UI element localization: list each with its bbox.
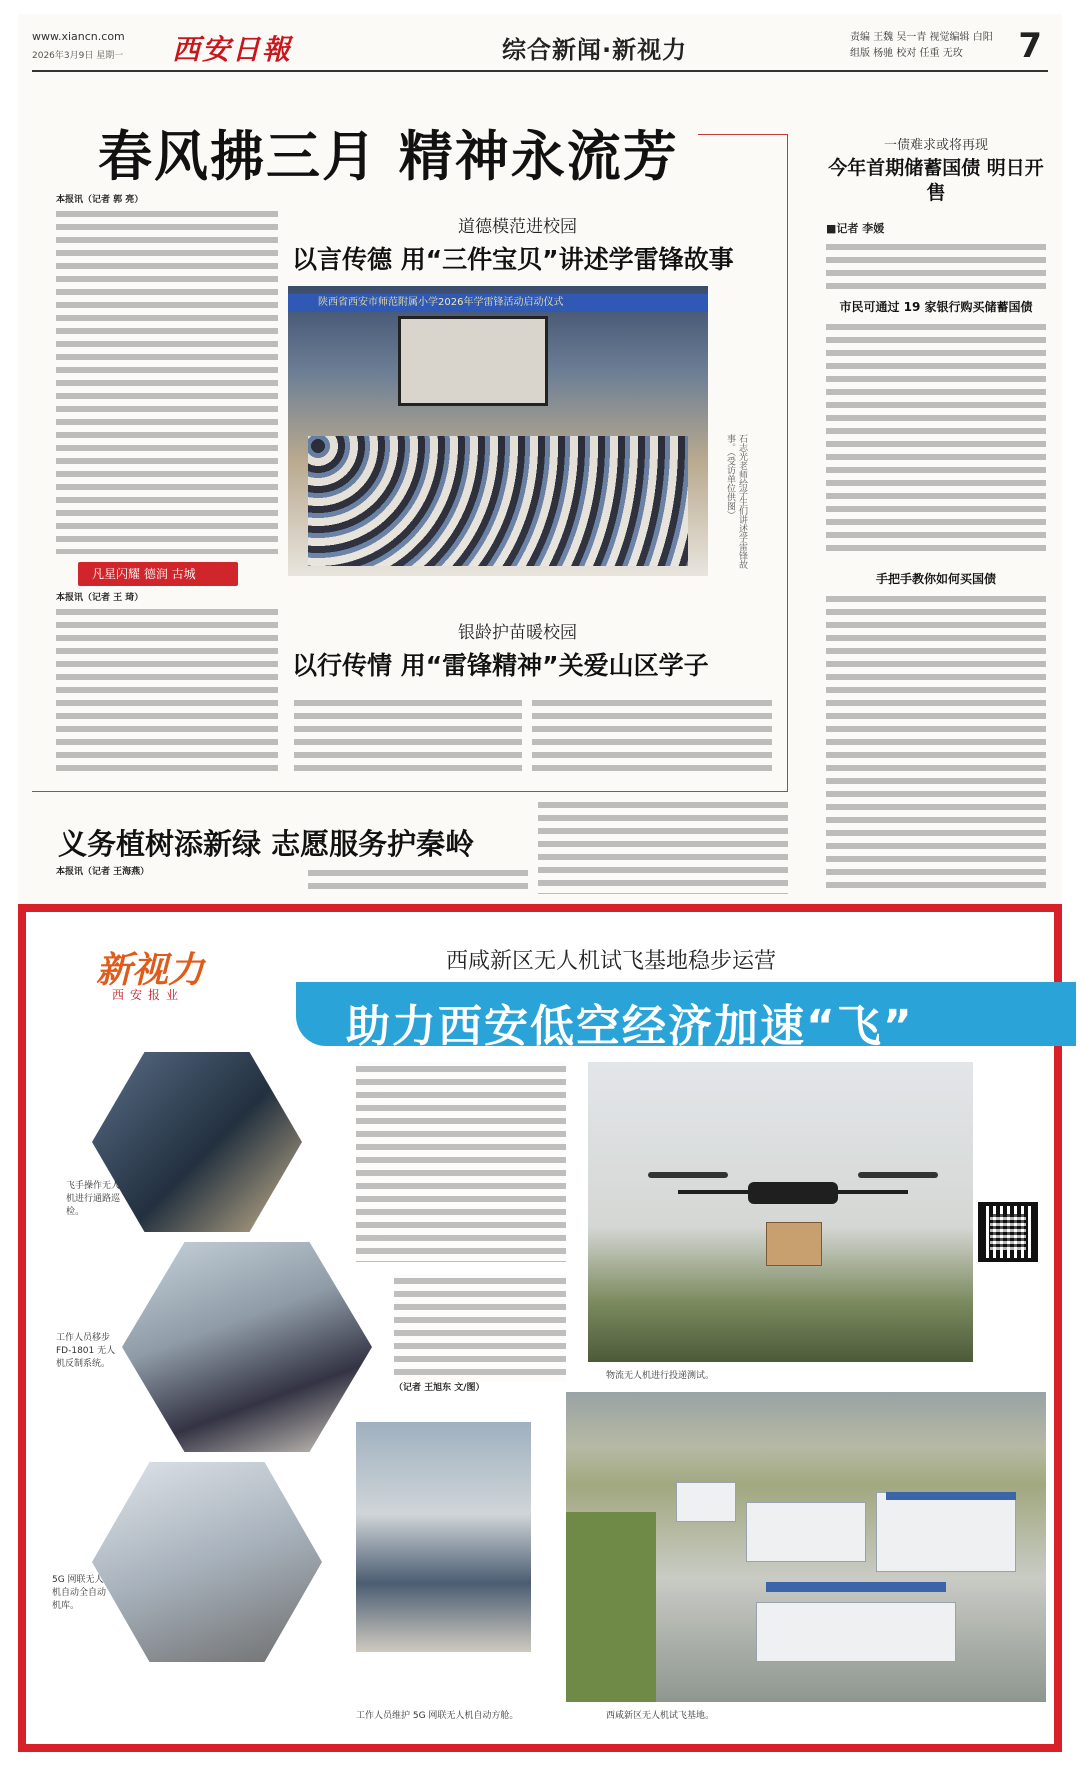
column-badge: 凡星闪耀 德润 古城 [78, 562, 238, 586]
section2-column-left [56, 592, 278, 777]
frame-rule-vertical [787, 134, 788, 162]
drone-propeller [858, 1172, 938, 1178]
feature-box [18, 904, 1062, 1752]
body-text-lines [308, 866, 528, 894]
student-crowd [308, 436, 688, 566]
body-text-lines [826, 240, 1046, 290]
team-photo [356, 1422, 531, 1652]
body-text-lines [532, 696, 772, 776]
section2-kicker: 银龄护苗暖校园 [458, 623, 577, 643]
body-text-lines [826, 592, 1046, 892]
lead-column-left [56, 194, 278, 554]
section2-column-mid [294, 696, 522, 776]
students-photo [288, 286, 708, 576]
body-text-lines [56, 605, 278, 777]
green-field [566, 1512, 656, 1702]
staff-line-1: 责编 王魏 吴一青 视觉编辑 白阳 [850, 32, 993, 43]
frame-rule-top [698, 134, 788, 135]
newspaper-logo: 西安日報 [172, 33, 293, 66]
page-number: 7 [1018, 26, 1042, 66]
staff-line-2: 组版 杨驰 校对 任重 无玫 [850, 48, 963, 59]
right-subhead-2: 手把手教你如何买国债 [875, 572, 996, 586]
feature-byline: （记者 王旭东 文/图） [394, 1383, 485, 1393]
section2-headline: 以行传情 用“雷锋精神”关爱山区学子 [292, 651, 709, 680]
drone-photo [588, 1062, 973, 1362]
drone-body [748, 1182, 838, 1204]
right-body-1 [826, 240, 1046, 290]
drone-parcel [766, 1222, 822, 1266]
body-text-lines [356, 1062, 566, 1262]
right-subhead-1: 市民可通过 19 家银行购买储蓄国债 [839, 300, 1033, 314]
lead-headline: 春风拂三月 精神永流芳 [98, 124, 679, 188]
hex-photo-hangar [92, 1462, 322, 1662]
feature-body-2 [394, 1274, 566, 1394]
blue-roof [886, 1492, 1016, 1500]
feature-headline: 助力西安低空经济加速“飞” [346, 1001, 914, 1052]
masthead [32, 26, 1048, 72]
body-text-lines [538, 798, 788, 894]
issue-date: 2026年3月9日 星期一 [32, 51, 124, 61]
body-text-lines [826, 320, 1046, 556]
building [676, 1482, 736, 1522]
drone-caption: 物流无人机进行投递测试。 [606, 1371, 715, 1381]
building [876, 1492, 1016, 1572]
building [746, 1502, 866, 1562]
staff-credits [850, 30, 1000, 62]
brand-mark: 新视力 [96, 949, 205, 991]
section2-column-right [532, 696, 772, 776]
section-title: 综合新闻·新视力 [502, 36, 688, 64]
feature-body-1 [356, 1062, 566, 1262]
photo-caption: 石志光老师给学生们讲述学雷锋故事。（受访单位供图） [725, 434, 747, 569]
drone-propeller [648, 1172, 728, 1178]
right-byline: ■记者 李媛 [826, 222, 885, 235]
dateline-2: 本报讯（记者 王 琦） [56, 593, 144, 603]
aerial-photo [566, 1392, 1046, 1702]
building [756, 1602, 956, 1662]
body-text-lines [56, 207, 278, 554]
brand-sub: 西安报业 [112, 988, 185, 1002]
hex-photo-workers [122, 1242, 372, 1452]
story2-column-1 [56, 866, 296, 894]
right-body-2 [826, 320, 1046, 556]
projection-screen [398, 316, 548, 406]
qr-code[interactable] [978, 1202, 1038, 1262]
feature-kicker: 西咸新区无人机试飞基地稳步运营 [446, 949, 777, 974]
photo-banner: 陕西省西安市师范附属小学2026年学雷锋活动启动仪式 [288, 294, 708, 312]
section1-headline: 以言传德 用“三件宝贝”讲述学雷锋故事 [292, 245, 734, 274]
right-body-3 [826, 592, 1046, 892]
site-url[interactable]: www.xiancn.com [32, 30, 125, 43]
dateline-3: 本报讯（记者 王海燕） [56, 867, 150, 877]
qr-pattern [990, 1214, 1026, 1250]
body-text-lines [294, 696, 522, 776]
hex3-caption: 5G 网联无人机自动全自动机库。 [52, 1575, 107, 1611]
aerial-caption: 西咸新区无人机试飞基地。 [606, 1711, 715, 1721]
section1-kicker: 道德模范进校园 [458, 217, 577, 237]
right-kicker: 一债难求或将再现 [883, 138, 988, 153]
team-caption: 工作人员维护 5G 网联无人机自动方舱。 [356, 1711, 519, 1721]
newspaper-page [18, 14, 1062, 1752]
blue-roof [766, 1582, 946, 1592]
story2-headline: 义务植树添新绿 志愿服务护秦岭 [58, 827, 475, 861]
right-headline: 今年首期储蓄国债 明日开售 [828, 157, 1044, 204]
body-text-lines [394, 1274, 566, 1382]
hex2-caption: 工作人员移步 FD-1801 无人机反制系统。 [56, 1333, 116, 1369]
hex1-caption: 飞手操作无人机进行通路巡检。 [66, 1181, 121, 1217]
dateline-1: 本报讯（记者 郭 亮） [56, 195, 144, 205]
story2-column-3 [538, 798, 788, 894]
story2-column-2 [308, 866, 528, 894]
